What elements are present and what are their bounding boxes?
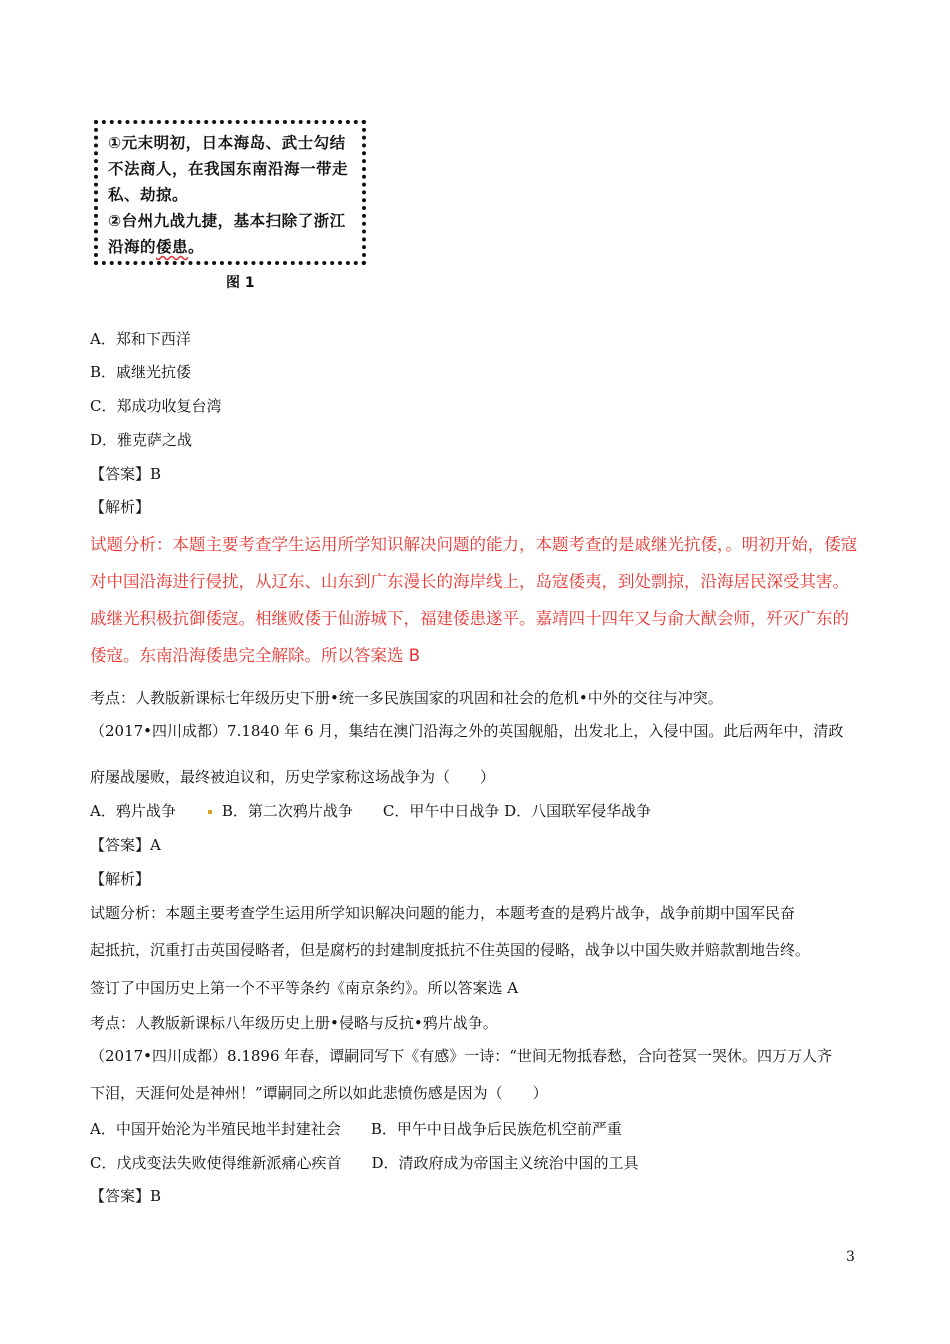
q7-stem-line: （2017•四川成都）7.1840 年 6 月，集结在澳门沿海之外的英国舰船，出发北上，入侵中国。此后两年中，清政 [90,722,844,740]
q6-analysis-line: 戚继光积极抗御倭寇。相继败倭于仙游城下，福建倭患遂平。嘉靖四十四年又与俞大猷会师，歼灭广东的 [90,609,849,628]
q8-answer: 【答案】B [90,1187,162,1205]
figure-1-box [94,120,366,265]
stray-mark [208,810,212,814]
q6-analysis-line: 试题分析：本题主要考查学生运用所学知识解决问题的能力，本题考查的是戚继光抗倭，。明初开始，倭寇 [90,535,858,554]
page-number: 3 [846,1249,855,1265]
q7-analysis-label: 【解析】 [90,870,151,888]
figure-line [108,234,352,260]
wavy-underlined-word: 倭患 [156,238,189,256]
q6-analysis-line: 对中国沿海进行侵扰，从辽东、山东到广东漫长的海岸线上，岛寇倭夷，到处剽掠，沿海居民深受其害。 [90,572,849,591]
figure-line: ①元末明初，日本海岛、武士勾结 [108,134,346,152]
q8-options-cd: C．戊戌变法失败使得维新派痛心疾首 D．清政府成为帝国主义统治中国的工具 [90,1154,639,1172]
q7-answer: 【答案】A [90,836,161,854]
q7-options-rest: B．第二次鸦片战争 C．甲午中日战争 D．八国联军侵华战争 [221,802,652,820]
q6-analysis-line: 倭寇。东南沿海倭患完全解除。所以答案选 B [90,646,421,665]
q8-options-ab: A．中国开始沦为半殖民地半封建社会 B．甲午中日战争后民族危机空前严重 [90,1120,622,1138]
q6-analysis-label: 【解析】 [90,498,151,516]
q7-stem-line: 府屡战屡败，最终被迫议和，历史学家称这场战争为（ ） [90,768,496,786]
q6-answer: 【答案】B [90,465,162,483]
q8-stem-line: （2017•四川成都）8.1896 年春，谭嗣同写下《有感》一诗：“世间无物抵春愁，合向苍冥一哭休。四万万人齐 [90,1047,832,1065]
q6-kaodian: 考点：人教版新课标七年级历史下册•统一多民族国家的巩固和社会的危机•中外的交往与冲突。 [90,689,723,707]
q7-analysis-line: 签订了中国历史上第一个不平等条约《南京条约》。所以答案选 A [90,979,519,997]
figure-line: 私、劫掠。 [108,186,189,204]
figure-text-tail: 。 [188,238,205,256]
q7-analysis-line: 起抵抗，沉重打击英国侵略者，但是腐朽的封建制度抵抗不住英国的侵略，战争以中国失败并赔款割地告终。 [90,941,811,959]
q7-analysis-line: 试题分析：本题主要考查学生运用所学知识解决问题的能力，本题考查的是鸦片战争，战争前期中国军民奋 [90,904,796,922]
q6-option-b: B．戚继光抗倭 [90,363,192,381]
q8-stem-line: 下泪，天涯何处是神州！”谭嗣同之所以如此悲愤伤感是因为（ ） [90,1084,548,1102]
figure-line: ②台州九战九捷，基本扫除了浙江 [108,212,346,230]
q6-option-d: D．雅克萨之战 [90,431,193,449]
figure-line: 不法商人，在我国东南沿海一带走 [108,160,349,178]
q7-kaodian: 考点：人教版新课标八年级历史上册•侵略与反抗•鸦片战争。 [90,1014,498,1032]
figure-text: 沿海的 [108,238,157,256]
figure-caption: 图 1 [226,275,255,291]
q6-option-c: C．郑成功收复台湾 [90,397,222,415]
q7-option-a: A．鸦片战争 [90,802,176,820]
q6-option-a: A．郑和下西洋 [90,330,191,348]
q7-options [90,801,651,821]
